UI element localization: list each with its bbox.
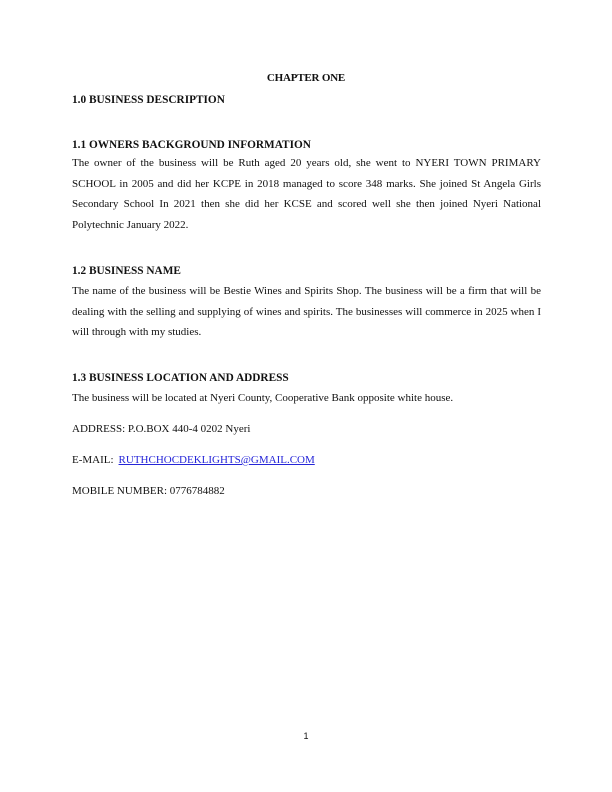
address-line: ADDRESS: P.O.BOX 440-4 0202 Nyeri [72, 423, 251, 435]
chapter-title: CHAPTER ONE [266, 72, 346, 84]
mobile-number-line: MOBILE NUMBER: 0776784882 [72, 485, 225, 497]
section-heading-business-name: 1.2 BUSINESS NAME [72, 265, 181, 277]
email-link[interactable]: RUTHCHOCDEKLIGHTS@GMAIL.COM [118, 454, 315, 466]
section-heading-owners-background: 1.1 OWNERS BACKGROUND INFORMATION [72, 139, 311, 151]
email-line [72, 454, 315, 466]
business-name-paragraph: The name of the business will be Bestie Wines and Spirits Shop. The business will be a firm that will be dealing with the selling and supplying of wines and spirits. The businesses will commerce in 2025 when I will through with my studies. [72, 285, 541, 338]
business-location-paragraph: The business will be located at Nyeri County, Cooperative Bank opposite white house. [72, 392, 454, 404]
email-label: E-MAIL: [72, 454, 114, 466]
page-number: 1 [303, 731, 309, 741]
section-heading-business-location: 1.3 BUSINESS LOCATION AND ADDRESS [72, 372, 289, 384]
owners-background-paragraph: The owner of the business will be Ruth aged 20 years old, she went to NYERI TOWN PRIMARY SCHOOL in 2005 and did her KCPE in 2018 managed to score 348 marks. She joined St Angela Girls Secondary School In 2021 then she did her KCSE and scored well she then joined Nyeri National Polytechnic January 2022. [72, 157, 541, 231]
section-heading-business-description: 1.0 BUSINESS DESCRIPTION [72, 94, 225, 106]
